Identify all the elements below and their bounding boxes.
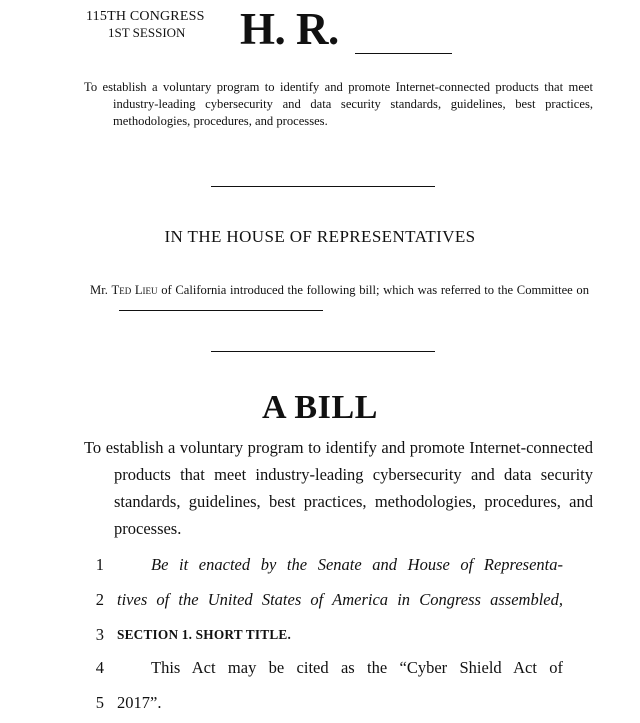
congress-label: 115TH CONGRESS <box>86 9 205 24</box>
sponsor-name: Ted Lieu <box>111 283 158 297</box>
bill-number-blank <box>355 53 452 54</box>
bill-type-title: H. R. <box>240 4 339 54</box>
bill-heading: A BILL <box>261 389 379 426</box>
line-number: 3 <box>95 625 104 644</box>
divider-top <box>211 186 435 187</box>
divider-bottom <box>211 351 435 352</box>
section-heading: SECTION 1. SHORT TITLE. <box>117 627 291 642</box>
line-number: 1 <box>95 555 104 574</box>
enacting-clause-line: Be it enacted by the Senate and House of Representa- <box>151 555 563 574</box>
committee-blank <box>119 300 323 311</box>
enacting-clause-line: tives of the United States of America in Congress assembled, <box>117 590 563 609</box>
introduction-text: of California introduced the following bill; which was referred to the Committee on <box>161 283 589 297</box>
line-number: 4 <box>95 658 104 677</box>
introduction-statement <box>90 282 589 316</box>
line-number: 2 <box>95 590 104 609</box>
short-summary: To establish a voluntary program to identify and promote Internet-connected products that meet industry-leading cybersecurity and data security standards, guidelines, best practices, methodologies, procedures, and processes. <box>84 80 593 128</box>
long-title: To establish a voluntary program to identify and promote Internet-connected products that meet industry-leading cybersecurity and data security standards, guidelines, best practices, methodologies, procedures, and processes. <box>84 438 593 538</box>
chamber-heading: IN THE HOUSE OF REPRESENTATIVES <box>164 227 476 246</box>
session-label: 1ST SESSION <box>108 25 186 40</box>
line-number: 5 <box>95 693 104 712</box>
section-text-line: 2017”. <box>117 693 162 712</box>
sponsor-prefix: Mr. <box>90 283 108 297</box>
section-text-line: This Act may be cited as the “Cyber Shield Act of <box>151 658 563 677</box>
